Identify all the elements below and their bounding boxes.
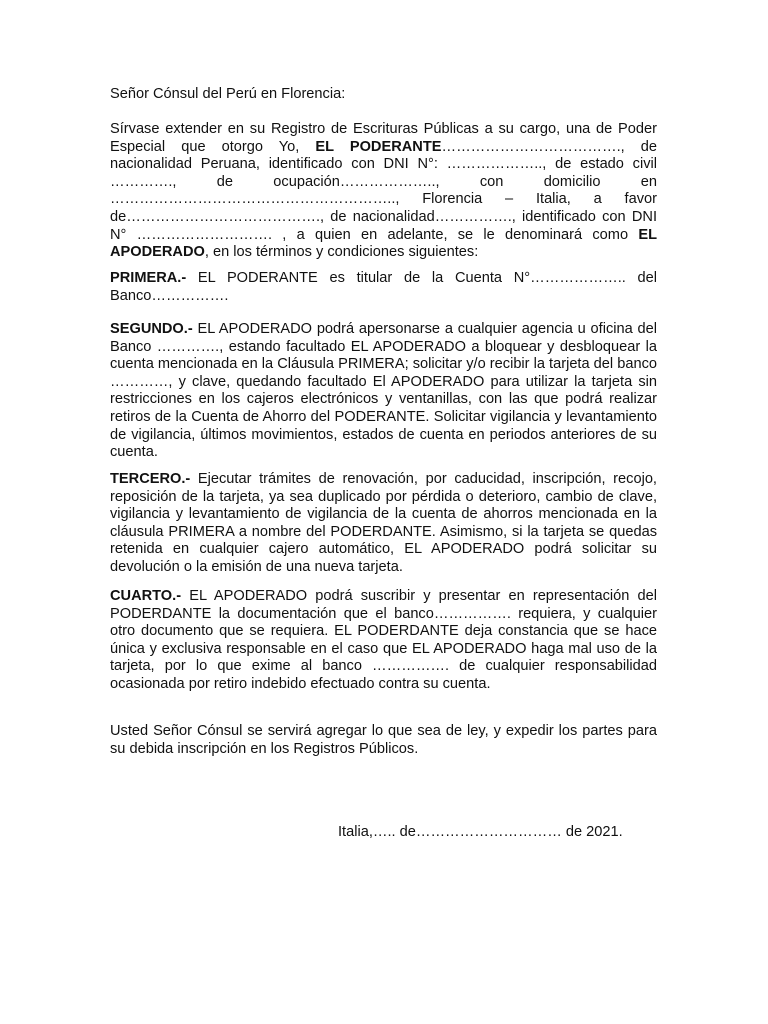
- clause-text: Ejecutar trámites de renovación, por caducidad, inscripción, recojo, reposición de la tarjeta, ya sea duplicado por pérdida o deterioro, cambio de clave, vigilancia y levantamiento de vigilancia de la cuenta de ahorros mencionada en la cláusula PRIMERA a nombre del PODERDANTE. Asimismo, si la tarjeta se quedas retenida en cualquier cajero automático, EL APODERADO podrá solicitar su devolución o la emisión de una nueva tarjeta.: [110, 471, 657, 575]
- poderante-label: EL PODERANTE: [315, 138, 442, 155]
- clause-label: SEGUNDO.-: [110, 321, 193, 337]
- date-line: Italia,….. de………………………… de 2021.: [338, 824, 623, 840]
- intro-text-2: ………………………………., de nacionalidad Peruana, identificado con DNI N°: ……………….., de estado civil …………., de ocupación……………….., con domicilio en ………………………………………………….., Florencia – Italia, a favor de…………………………………., de nacionalidad……………., identificado con DNI N° ………………………. , a quien en adelante, se le denominará como: [110, 138, 657, 243]
- clause-label: PRIMERA.-: [110, 270, 187, 286]
- intro-text-1: Sírvase extender en su Registro de Escrituras Públicas a su cargo, una de Poder Especial que otorgo Yo,: [110, 121, 657, 155]
- clause-primera: [110, 270, 657, 305]
- clause-label: CUARTO.-: [110, 588, 182, 604]
- intro-paragraph: [110, 121, 657, 262]
- clause-cuarto: [110, 588, 657, 694]
- clause-label: TERCERO.-: [110, 471, 191, 487]
- clause-segundo: [110, 321, 657, 462]
- apoderado-label: EL APODERADO: [110, 226, 657, 261]
- clause-text: EL APODERADO podrá apersonarse a cualquier agencia u oficina del Banco …………., estando facultado EL APODERADO a bloquear y desbloquear la cuenta mencionada en la Cláusula PRIMERA; solicitar y/o recibir la tarjeta del banco …………, y clave, quedando facultado El APODERADO para utilizar la tarjeta sin restricciones en los cajeros electrónicos y ventanillas, con las que podrá realizar retiros de la Cuenta de Ahorro del PODERANTE. Solicitar vigilancia y levantamiento de vigilancia, últimos movimientos, estados de cuenta en periodos anteriores de su cuenta.: [110, 321, 657, 461]
- clause-text: EL APODERADO podrá suscribir y presentar en representación del PODERDANTE la documentación que el banco……………. requiera, y cualquier otro documento que se requiera. EL PODERDANTE deja constancia que se hace única y exclusiva responsable en el caso que EL APODERADO haga mal uso de la tarjeta, por lo que exime al banco ……………. de cualquier responsabilidad ocasionada por retiro indebido efectuado contra su cuenta.: [110, 588, 657, 692]
- salutation: Señor Cónsul del Perú en Florencia:: [110, 86, 346, 102]
- intro-text-3: , en los términos y condiciones siguientes:: [204, 244, 479, 261]
- closing-paragraph: Usted Señor Cónsul se servirá agregar lo que sea de ley, y expedir los partes para su debida inscripción en los Registros Públicos.: [110, 723, 657, 757]
- clause-text: EL PODERANTE es titular de la Cuenta N°……………….. del Banco…………….: [110, 270, 657, 304]
- clause-tercero: [110, 471, 657, 577]
